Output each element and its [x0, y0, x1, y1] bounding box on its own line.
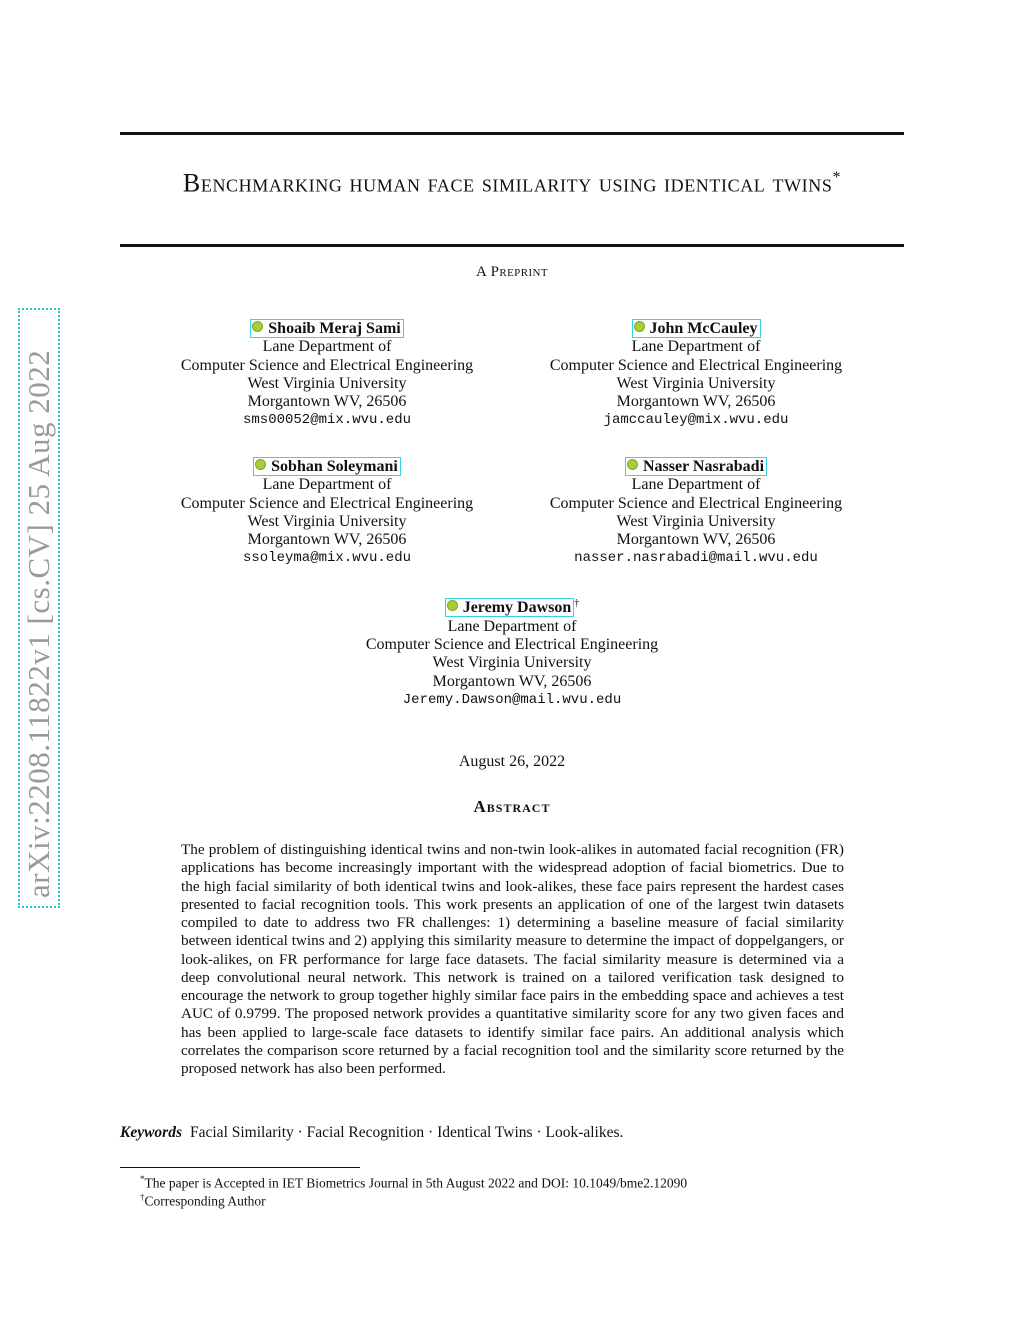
author-school: Computer Science and Electrical Engineering — [180, 494, 474, 512]
author-name-link[interactable]: Nasser Nasrabadi — [625, 457, 767, 476]
paper-title: Benchmarking human face similarity using identical twins* — [182, 168, 842, 198]
footnote-rule — [120, 1167, 360, 1168]
author-department: Lane Department of — [631, 476, 761, 494]
author-block — [147, 457, 507, 568]
author-address: Morgantown WV, 26506 — [432, 672, 592, 690]
author-school: Computer Science and Electrical Engineering — [180, 356, 474, 374]
author-address: Morgantown WV, 26506 — [247, 393, 407, 411]
abstract-text: The problem of distinguishing identical twins and non-twin look-alikes in automated facial recognition (FR) applications has become increasingly important with the widespread adoption of facial biometrics. Due to the high facial similarity of both identical twins and look-alikes, these face pairs represent the hardest cases presented to facial recognition tools. This work presents an application of one of the largest twin datasets compiled to date to address two FR challenges: 1) determining a baseline measure of facial similarity between identical twins and 2) applying this similarity measure to determine the impact of doppelgangers, or look-alikes, on FR performance for large face datasets. The facial similarity measure is determined via a deep convolutional neural network. This network is trained on a tailored verification task designed to encourage the network to group together highly similar face pairs in the embedding space and achieves a test AUC of 0.9799. The proposed network provides a quantitative similarity score for any two given faces and has been applied to large-scale face datasets to identify similar face pairs. An additional analysis which correlates the comparison score returned by a facial recognition tool and the similarity score returned by the proposed network has also been performed. — [181, 841, 844, 1077]
author-email[interactable]: ssoleyma@mix.wvu.edu — [242, 550, 412, 567]
orcid-icon[interactable] — [627, 459, 638, 470]
author-block — [516, 457, 876, 568]
corresponding-author-mark: † — [574, 598, 580, 609]
author-university: West Virginia University — [616, 374, 776, 392]
author-university: West Virginia University — [247, 512, 407, 530]
preprint-label: A Preprint — [476, 264, 548, 280]
orcid-icon[interactable] — [252, 321, 263, 332]
author-email[interactable]: Jeremy.Dawson@mail.wvu.edu — [402, 691, 622, 708]
abstract-heading: Abstract — [473, 797, 551, 816]
author-university: West Virginia University — [616, 512, 776, 530]
author-block — [332, 595, 692, 709]
footnote-mark: † — [140, 1192, 145, 1202]
keywords-line — [120, 1124, 904, 1142]
orcid-icon[interactable] — [634, 321, 645, 332]
title-bottom-rule — [120, 244, 904, 247]
author-email[interactable]: sms00052@mix.wvu.edu — [242, 412, 412, 429]
author-email[interactable]: nasser.nasrabadi@mail.wvu.edu — [574, 550, 818, 567]
publication-date: August 26, 2022 — [458, 753, 566, 770]
author-address: Morgantown WV, 26506 — [616, 531, 776, 549]
author-university: West Virginia University — [432, 654, 592, 672]
author-name-link[interactable]: Jeremy Dawson — [445, 598, 575, 617]
author-school: Computer Science and Electrical Engineering — [365, 635, 659, 653]
author-school: Computer Science and Electrical Engineering — [549, 494, 843, 512]
author-address: Morgantown WV, 26506 — [247, 531, 407, 549]
author-department: Lane Department of — [631, 338, 761, 356]
keywords-label: Keywords — [120, 1124, 182, 1141]
author-department: Lane Department of — [262, 476, 392, 494]
author-address: Morgantown WV, 26506 — [616, 393, 776, 411]
author-block — [147, 319, 507, 430]
author-name-link[interactable]: John McCauley — [632, 319, 761, 338]
author-department: Lane Department of — [447, 617, 577, 635]
arxiv-identifier[interactable]: arXiv:2208.11822v1 [cs.CV] 25 Aug 2022 — [21, 349, 56, 898]
footnote-mark: * — [140, 1174, 145, 1184]
author-school: Computer Science and Electrical Engineering — [549, 356, 843, 374]
footnote-corresponding: †Corresponding Author — [140, 1192, 266, 1209]
title-top-rule — [120, 132, 904, 135]
footnote-acceptance: *The paper is Accepted in IET Biometrics Journal in 5th August 2022 and DOI: 10.1049/bme2.12090 — [140, 1174, 688, 1191]
author-email[interactable]: jamccauley@mix.wvu.edu — [603, 412, 789, 429]
author-block — [516, 319, 876, 430]
orcid-icon[interactable] — [447, 600, 458, 611]
author-university: West Virginia University — [247, 374, 407, 392]
title-footnote-mark: * — [832, 169, 842, 186]
author-name-link[interactable]: Sobhan Soleymani — [253, 457, 401, 476]
keywords-list: Facial Similarity · Facial Recognition · Identical Twins · Look-alikes. — [190, 1124, 624, 1141]
orcid-icon[interactable] — [255, 459, 266, 470]
author-name-link[interactable]: Shoaib Meraj Sami — [250, 319, 403, 338]
author-department: Lane Department of — [262, 338, 392, 356]
